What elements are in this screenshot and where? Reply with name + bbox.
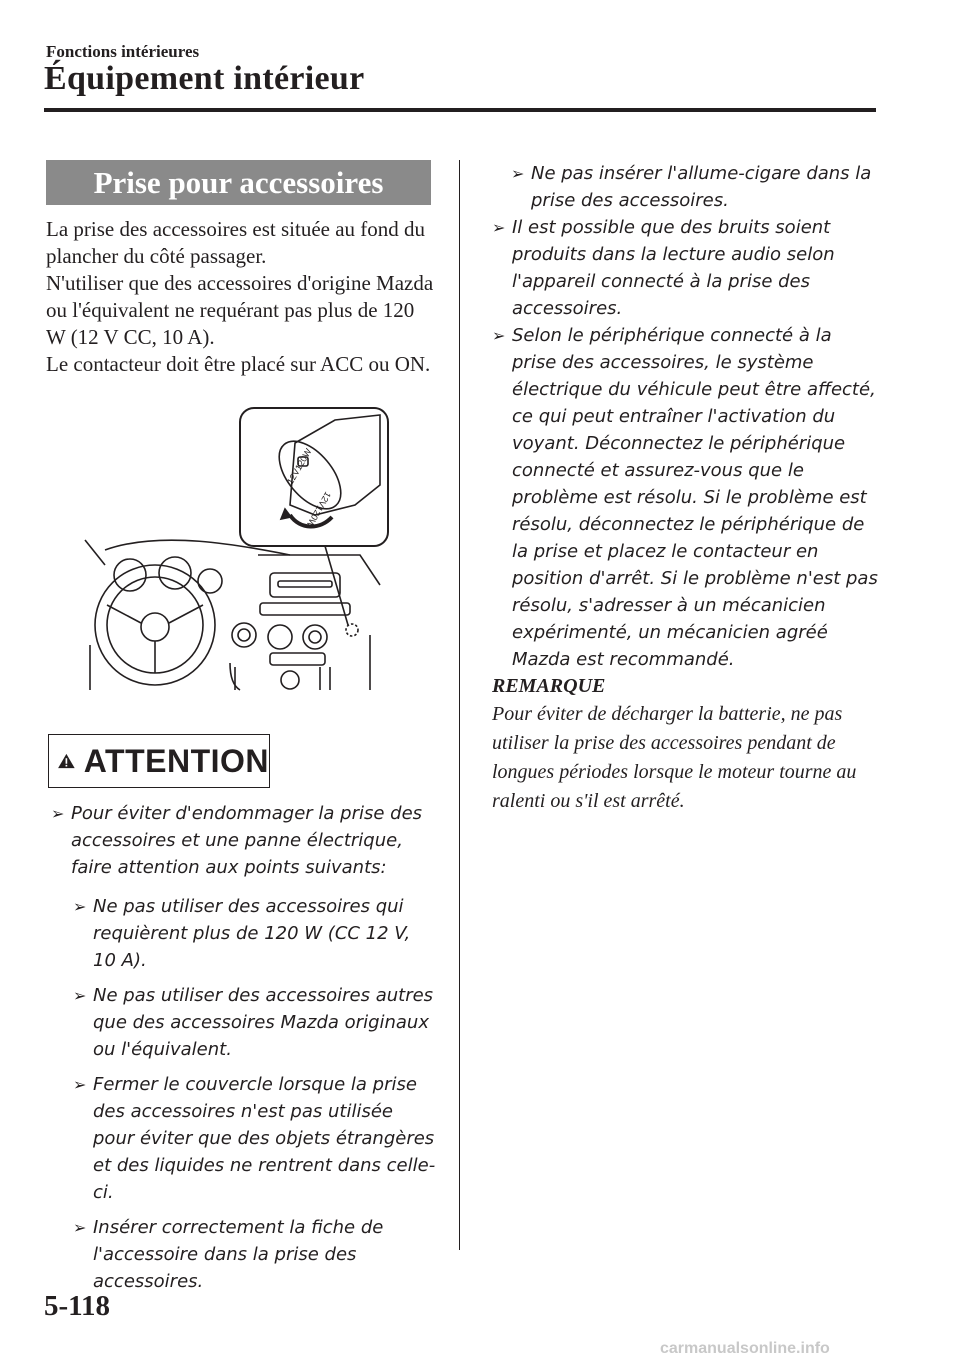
intro-paragraph: N'utiliser que des accessoires d'origine Mazda ou l'équivalent ne requérant pas plus de 120 W (12 V CC, 10 A). [46,271,434,349]
attention-box [48,734,270,788]
arrow-bullet-icon: ➢ [51,804,65,823]
column-divider [459,160,460,1250]
arrow-bullet-icon: ➢ [73,986,87,1005]
note-text: Pour éviter de décharger la batterie, ne pas utiliser la prise des accessoires pendant de longues périodes lorsque le moteur tourne au ralenti ou s'il est arrêté. [492,703,857,812]
list-item-text: Selon le périphérique connecté à la prise des accessoires, le système électrique du véhicule peut être affecté, ce qui peut entraîner l'activation du voyant. Déconnectez le périphérique connecté et assurez-vous que le problème est résolu. Si le problème est résolu, déconnectez le périphérique de la prise et placez le contacteur en position d'arrêt. Si le problème n'est pas résolu, s'adresser à un mécanicien expérimenté, un mécanicien agréé Mazda est recommandé. [512,325,878,670]
list-item [492,322,880,673]
intro-paragraph: La prise des accessoires est située au fond du plancher du côté passager. [46,217,426,268]
list-item-text: Il est possible que des bruits soient produits dans la lecture audio selon l'appareil connecté à la prise des accessoires. [512,217,835,319]
socket-cap-label: 12V120W [304,490,333,530]
attention-label: ATTENTION [83,742,269,779]
watermark: carmanualsonline.info [660,1340,830,1357]
note-heading: REMARQUE [492,675,606,697]
warning-triangle-icon [57,746,76,776]
arrow-bullet-icon: ➢ [73,897,87,916]
accessory-socket-illustration [80,405,390,695]
arrow-bullet-icon: ➢ [511,164,525,183]
list-item-text: Ne pas utiliser des accessoires autres que des accessoires Mazda originaux ou l'équivalent. [93,985,434,1060]
arrow-bullet-icon: ➢ [73,1218,87,1237]
list-item [492,214,880,322]
sub-bullet-list [73,893,436,1295]
socket-cap-label: 12V120W [285,446,314,486]
list-item [73,1214,436,1295]
list-item [73,893,436,974]
list-item-text: Pour éviter d'endommager la prise des accessoires et une panne électrique, faire attention aux points suivants: [71,803,423,878]
header-rule [44,108,876,112]
list-item [51,800,436,881]
list-item [73,1071,436,1206]
arrow-bullet-icon: ➢ [492,326,506,345]
topic-title: Prise pour accessoires [46,160,431,205]
list-item-text: Fermer le couvercle lorsque la prise des accessoires n'est pas utilisée pour éviter que des objets étrangères et des liquides ne rentrent dans celle-ci. [93,1074,436,1203]
arrow-bullet-icon: ➢ [73,1075,87,1094]
intro-text [46,216,436,378]
attention-bullets-continued [492,160,880,673]
list-item [73,982,436,1063]
list-item-text: Ne pas utiliser des accessoires qui requièrent plus de 120 W (CC 12 V, 10 A). [93,896,411,971]
section-title: Équipement intérieur [44,60,365,97]
attention-bullets [51,800,436,1303]
list-item-text: Insérer correctement la fiche de l'accessoire dans la prise des accessoires. [93,1217,384,1292]
note-block [492,672,872,816]
arrow-bullet-icon: ➢ [492,218,506,237]
intro-paragraph: Le contacteur doit être placé sur ACC ou ON. [46,352,431,376]
chapter-label: Fonctions intérieures [46,42,200,61]
page-number: 5-118 [44,1290,111,1322]
list-item [511,160,880,214]
list-item-text: Ne pas insérer l'allume-cigare dans la prise des accessoires. [531,163,872,211]
